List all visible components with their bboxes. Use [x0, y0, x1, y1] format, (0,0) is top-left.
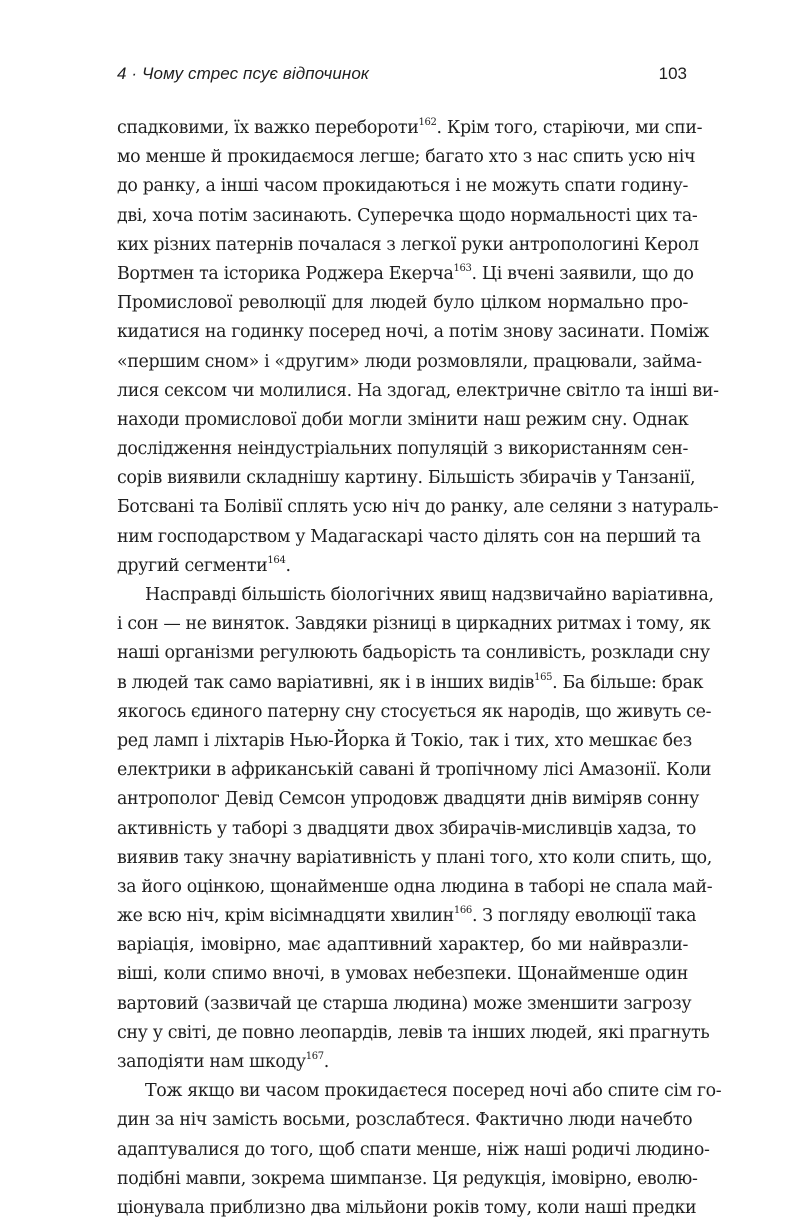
line-text-after: .	[323, 1052, 329, 1072]
text-line	[117, 464, 696, 493]
line-text: заподіяти нам шкоду	[117, 1052, 306, 1072]
line-text: кидатися на годинку посеред ночі, а потім знову засинати. Поміж	[117, 322, 709, 343]
paragraph	[117, 114, 719, 581]
text-line	[117, 902, 697, 931]
text-line	[117, 523, 701, 552]
text-line	[117, 960, 688, 989]
line-text: за його оцінкою, щонайменше одна людина в таборі не спала май-	[117, 876, 713, 897]
text-line	[117, 406, 688, 435]
text-line	[117, 231, 699, 260]
text-line	[117, 377, 719, 406]
line-text: ціонувала приблизно два мільйони років тому, коли наші предки	[117, 1197, 697, 1218]
text-line	[117, 289, 688, 318]
text-line	[117, 873, 713, 902]
line-text: до ранку, а інші часом прокидаються і не можуть спати годину-	[117, 176, 688, 197]
line-text: якогось єдиного патерну сну стосується як народів, що живуть се-	[117, 701, 712, 722]
text-line	[117, 1106, 693, 1135]
line-text: ред ламп і ліхтарів Нью-Йорка й Токіо, так і тих, хто мешкає без	[117, 730, 692, 751]
line-text: активність у таборі з двадцяти двох збирачів-мисливців хадза, то	[117, 818, 697, 839]
line-text: вартовий (зазвичай це старша людина) може зменшити загрозу	[117, 993, 692, 1014]
footnote-ref: 165	[534, 671, 553, 683]
text-line	[117, 1048, 688, 1077]
text-line	[117, 698, 712, 727]
line-text: дослідження неіндустріальних популяцій з використанням сен-	[117, 439, 688, 460]
line-text: електрики в африканській савані й тропічному лісі Амазонії. Коли	[117, 760, 712, 781]
line-text: Тож якщо ви часом прокидаєтеся посеред ночі або спите сім го-	[145, 1081, 722, 1102]
line-text: Насправді більшість біологічних явищ надзвичайно варіативна,	[145, 585, 714, 605]
footnote-ref: 162	[418, 117, 437, 129]
line-text-after: .	[285, 555, 291, 576]
text-line	[117, 639, 710, 668]
line-text: віші, коли спимо вночі, в умовах небезпеки. Щонайменше один	[117, 964, 688, 985]
line-text: спадковими, їх важко перебороти	[117, 118, 419, 138]
text-line	[117, 844, 712, 873]
text-line	[117, 785, 699, 814]
text-line	[117, 931, 688, 960]
text-line	[117, 610, 711, 639]
footnote-ref: 167	[305, 1051, 324, 1063]
text-line	[117, 669, 704, 698]
body-text	[117, 114, 722, 1223]
footnote-ref: 164	[267, 555, 286, 567]
text-line	[117, 1136, 710, 1165]
footnote-ref: 163	[453, 263, 472, 275]
line-text: другий сегменти	[117, 555, 268, 576]
text-line	[117, 493, 719, 522]
text-line	[117, 435, 688, 464]
text-line	[117, 1077, 722, 1106]
text-line	[117, 815, 697, 844]
text-line	[117, 348, 702, 377]
footnote-ref: 166	[453, 905, 472, 917]
line-text-after: . Крім того, старіючи, ми спи-	[436, 118, 703, 138]
line-text: же всю ніч, крім вісімнадцяти хвилин	[117, 906, 454, 927]
line-text: сорів виявили складнішу картину. Більшість збирачів у Танзанії,	[117, 468, 696, 489]
text-line	[117, 114, 703, 143]
line-text: мо менше й прокидаємося легше; багато хто з нас спить усю ніч	[117, 147, 696, 168]
line-text: і сон — не виняток. Завдяки різниці в циркадних ритмах і тому, як	[117, 614, 711, 635]
text-line	[117, 1165, 698, 1194]
paragraph	[117, 581, 714, 1077]
line-text: адаптувалися до того, щоб спати менше, ніж наші родичі людино-	[117, 1139, 710, 1160]
text-line	[117, 756, 712, 785]
text-line	[117, 727, 692, 756]
line-text-after: . Ба більше: брак	[552, 672, 704, 693]
text-line	[117, 172, 688, 201]
text-line	[117, 1019, 710, 1048]
line-text: Промислової революції для людей було цілком нормально про-	[117, 293, 688, 314]
paragraph	[117, 1077, 722, 1223]
line-text: находи промислової доби могли змінити наш режим сну. Однак	[117, 409, 689, 430]
line-text: лися сексом чи молилися. На здогад, електричне світло та інші ви-	[117, 380, 719, 401]
line-text: «першим сном» і «другим» люди розмовляли, працювали, займа-	[117, 351, 702, 372]
line-text-after: . З погляду еволюції така	[471, 906, 697, 927]
text-line	[117, 990, 692, 1019]
line-text: подібні мавпи, зокрема шимпанзе. Ця редукція, імовірно, еволю-	[117, 1168, 698, 1189]
line-text: дві, хоча потім засинають. Суперечка щодо нормальності цих та-	[117, 205, 698, 226]
text-line	[117, 318, 709, 347]
line-text: сну у світі, де повно леопардів, левів та інших людей, які прагнуть	[117, 1022, 710, 1043]
line-text: виявив таку значну варіативність у плані того, хто коли спить, що,	[117, 847, 712, 868]
line-text: ним господарством у Мадагаскарі часто ділять сон на перший та	[117, 526, 701, 547]
page-header	[117, 64, 687, 92]
line-text: в людей так само варіативні, як і в інших видів	[117, 672, 535, 693]
text-line	[117, 143, 696, 172]
text-line	[117, 202, 698, 231]
text-line	[117, 552, 688, 581]
text-line	[117, 581, 714, 610]
line-text-after: . Ці вчені заявили, що до	[471, 263, 694, 284]
line-text: варіація, імовірно, має адаптивний характер, бо ми найвразли-	[117, 935, 688, 956]
page-number: 103	[658, 64, 687, 83]
line-text: дин за ніч замість восьми, розслабтеся. Фактично люди начебто	[117, 1110, 693, 1131]
line-text: Вортмен та історика Роджера Екерча	[117, 263, 454, 284]
line-text: наші організми регулюють бадьорість та сонливість, розклади сну	[117, 643, 710, 664]
line-text: антрополог Девід Семсон упродовж двадцяти днів виміряв сонну	[117, 789, 699, 810]
line-text: ких різних патернів почалася з легкої руки антропологині Керол	[117, 234, 699, 255]
text-line	[117, 260, 694, 289]
text-line	[117, 1194, 697, 1223]
running-head: 4 · Чому стрес псує відпочинок	[117, 64, 370, 83]
line-text: Ботсвані та Болівії сплять усю ніч до ранку, але селяни з натураль-	[117, 497, 719, 518]
